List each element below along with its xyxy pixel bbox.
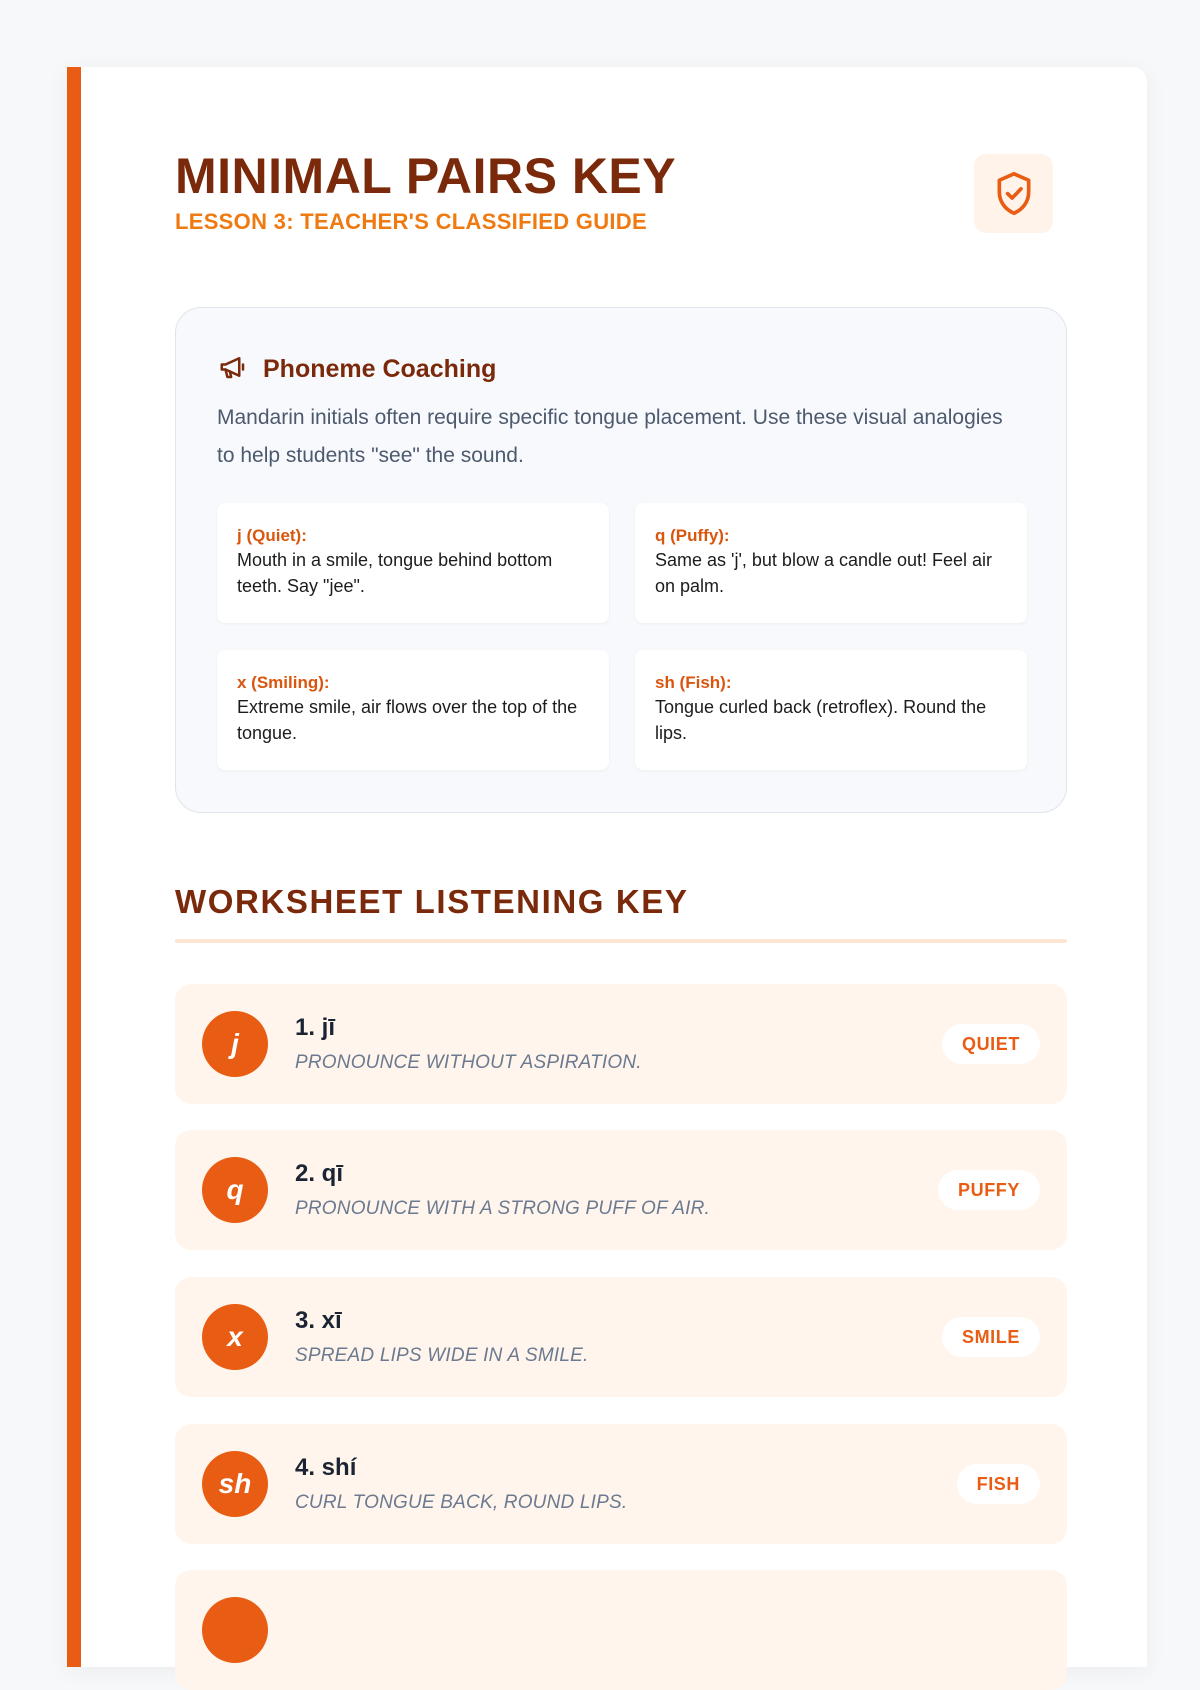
tip-text: Tongue curled back (retroflex). Round the lips. [655,697,987,743]
initial-badge: j [202,1011,268,1077]
item-title: 3. xī [295,1307,342,1334]
initial-badge: x [202,1304,268,1370]
page-subtitle: LESSON 3: TEACHER'S CLASSIFIED GUIDE [175,209,647,234]
item-description: PRONOUNCE WITHOUT ASPIRATION. [295,1052,642,1073]
item-description: SPREAD LIPS WIDE IN A SMILE. [295,1345,589,1366]
tip-text: Extreme smile, air flows over the top of the tongue. [237,697,578,743]
tip-text: Mouth in a smile, tongue behind bottom teeth. Say "jee". [237,550,553,596]
key-item-3 [175,1277,1067,1397]
tip-card-q [635,503,1027,623]
item-description: CURL TONGUE BACK, ROUND LIPS. [295,1492,628,1513]
tip-text: Same as 'j', but blow a candle out! Feel air on palm. [655,550,993,596]
coaching-description: Mandarin initials often require specific tongue placement. Use these visual analogies to help students "see" the sound. [217,406,1003,467]
phoneme-coaching-panel [175,307,1067,813]
item-tag: FISH [957,1464,1040,1504]
shield-check-icon [974,154,1053,233]
initial-badge: sh [202,1451,268,1517]
item-tag: QUIET [942,1024,1040,1064]
key-item-2 [175,1130,1067,1250]
page-title: MINIMAL PAIRS KEY [175,148,677,204]
answer-key-card [67,67,1147,1667]
tip-label: j (Quiet): [237,526,307,545]
key-item-4 [175,1424,1067,1544]
heading-divider [175,939,1067,943]
tip-label: x (Smiling): [237,673,330,692]
item-title: 4. shí [295,1454,357,1481]
tip-label: q (Puffy): [655,526,730,545]
key-item-5-partial [175,1570,1067,1690]
coaching-title: Phoneme Coaching [263,355,497,383]
item-tag: PUFFY [938,1170,1040,1210]
megaphone-icon [217,352,249,387]
item-tag: SMILE [942,1317,1040,1357]
listening-key-heading: WORKSHEET LISTENING KEY [175,883,689,920]
initial-badge [202,1597,268,1663]
tip-card-j [217,503,609,623]
tip-card-x [217,650,609,770]
tip-card-sh [635,650,1027,770]
key-item-1 [175,984,1067,1104]
initial-badge: q [202,1157,268,1223]
item-title: 2. qī [295,1160,344,1187]
tip-label: sh (Fish): [655,673,732,692]
item-title: 1. jī [295,1014,336,1041]
item-description: PRONOUNCE WITH A STRONG PUFF OF AIR. [295,1198,711,1219]
coaching-header [217,352,496,387]
